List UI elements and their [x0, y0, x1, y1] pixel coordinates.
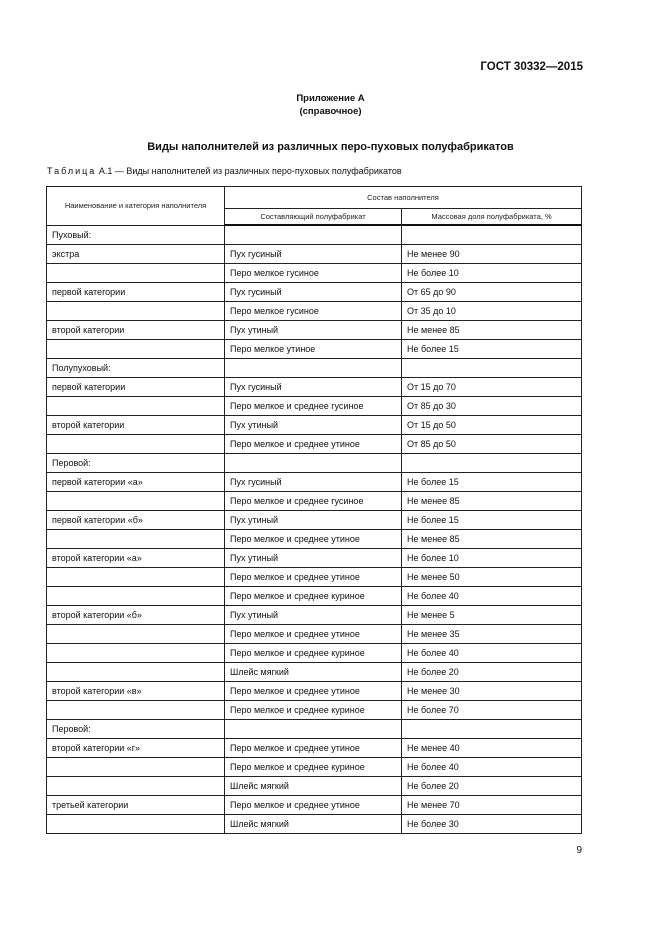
table-row [47, 720, 582, 739]
table-row [47, 225, 582, 245]
cell-mass-fraction: Не более 30 [402, 815, 582, 834]
cell-mass-fraction: Не более 40 [402, 587, 582, 606]
table-row [47, 454, 582, 473]
cell-component: Перо мелкое гусиное [225, 264, 402, 283]
cell-component: Перо мелкое и среднее куриное [225, 758, 402, 777]
table-row [47, 644, 582, 663]
appendix-heading [0, 92, 661, 118]
cell-category [47, 492, 225, 511]
col-header-group: Состав наполнителя [225, 187, 582, 209]
cell-component: Пух гусиный [225, 283, 402, 302]
cell-mass-fraction: Не менее 35 [402, 625, 582, 644]
table-row [47, 777, 582, 796]
cell-category [47, 397, 225, 416]
page-number: 9 [576, 845, 582, 856]
cell-category: второй категории [47, 321, 225, 340]
table-row [47, 758, 582, 777]
table-row [47, 625, 582, 644]
table-body [47, 225, 582, 834]
cell-component: Перо мелкое и среднее утиное [225, 568, 402, 587]
table-row [47, 682, 582, 701]
table-row [47, 511, 582, 530]
cell-component: Пух утиный [225, 549, 402, 568]
table-number: А.1 [98, 166, 113, 176]
cell-category: второй категории [47, 416, 225, 435]
cell-component: Шлейс мягкий [225, 815, 402, 834]
cell-mass-fraction: Не менее 40 [402, 739, 582, 758]
cell-category [47, 435, 225, 454]
cell-mass-fraction: От 85 до 50 [402, 435, 582, 454]
cell-category [47, 587, 225, 606]
cell-category [47, 264, 225, 283]
cell-component: Перо мелкое и среднее утиное [225, 682, 402, 701]
cell-category: Перовой: [47, 454, 225, 473]
cell-category: первой категории [47, 378, 225, 397]
cell-component: Пух утиный [225, 606, 402, 625]
document-code: ГОСТ 30332—2015 [480, 61, 583, 73]
cell-component: Перо мелкое и среднее куриное [225, 587, 402, 606]
table-row [47, 606, 582, 625]
col-header-mass-fraction: Массовая доля полуфабриката, % [402, 209, 582, 226]
cell-mass-fraction: Не менее 30 [402, 682, 582, 701]
cell-mass-fraction: Не более 40 [402, 758, 582, 777]
cell-category: Полупуховый: [47, 359, 225, 378]
table-row [47, 435, 582, 454]
cell-mass-fraction [402, 359, 582, 378]
cell-category: третьей категории [47, 796, 225, 815]
table-row [47, 283, 582, 302]
cell-category [47, 815, 225, 834]
cell-component [225, 720, 402, 739]
col-header-component: Составляющий полуфабрикат [225, 209, 402, 226]
cell-component: Пух гусиный [225, 245, 402, 264]
table-row [47, 264, 582, 283]
table-row [47, 321, 582, 340]
cell-mass-fraction: Не более 20 [402, 777, 582, 796]
table-row [47, 663, 582, 682]
appendix-title: Приложение А [296, 93, 365, 104]
cell-mass-fraction: От 15 до 70 [402, 378, 582, 397]
cell-component: Пух утиный [225, 321, 402, 340]
cell-component: Перо мелкое и среднее утиное [225, 625, 402, 644]
cell-mass-fraction: Не более 70 [402, 701, 582, 720]
cell-mass-fraction [402, 454, 582, 473]
cell-category: Перовой: [47, 720, 225, 739]
table-row [47, 473, 582, 492]
cell-component: Перо мелкое и среднее утиное [225, 435, 402, 454]
filler-types-table [46, 186, 582, 834]
cell-component: Перо мелкое и среднее гусиное [225, 492, 402, 511]
cell-category [47, 625, 225, 644]
table-row [47, 416, 582, 435]
cell-component: Перо мелкое утиное [225, 340, 402, 359]
cell-category [47, 340, 225, 359]
cell-component: Перо мелкое и среднее утиное [225, 796, 402, 815]
table-caption-text: — Виды наполнителей из различных перо-пуховых полуфабрикатов [114, 166, 402, 176]
cell-category: второй категории «б» [47, 606, 225, 625]
table-row [47, 815, 582, 834]
page-title: Виды наполнителей из различных перо-пуховых полуфабрикатов [147, 141, 514, 153]
table-row [47, 302, 582, 321]
cell-mass-fraction: Не более 15 [402, 340, 582, 359]
cell-category: Пуховый: [47, 225, 225, 245]
cell-component: Пух гусиный [225, 378, 402, 397]
cell-component [225, 225, 402, 245]
cell-mass-fraction: Не более 20 [402, 663, 582, 682]
cell-mass-fraction: От 35 до 10 [402, 302, 582, 321]
cell-mass-fraction: Не менее 90 [402, 245, 582, 264]
cell-category [47, 777, 225, 796]
cell-category [47, 568, 225, 587]
appendix-subtitle: (справочное) [299, 106, 362, 117]
cell-category [47, 758, 225, 777]
cell-mass-fraction: Не менее 50 [402, 568, 582, 587]
table-row [47, 397, 582, 416]
cell-mass-fraction: Не менее 85 [402, 530, 582, 549]
table-row [47, 359, 582, 378]
table-row [47, 568, 582, 587]
cell-component: Перо мелкое и среднее куриное [225, 644, 402, 663]
cell-mass-fraction: Не более 10 [402, 549, 582, 568]
table-row [47, 796, 582, 815]
cell-mass-fraction: Не более 15 [402, 511, 582, 530]
table-row [47, 378, 582, 397]
cell-component: Перо мелкое гусиное [225, 302, 402, 321]
cell-mass-fraction [402, 720, 582, 739]
cell-mass-fraction: Не менее 85 [402, 321, 582, 340]
cell-category: второй категории «в» [47, 682, 225, 701]
col-header-name: Наименование и категория наполнителя [47, 187, 225, 226]
cell-category: первой категории [47, 283, 225, 302]
cell-category: первой категории «б» [47, 511, 225, 530]
cell-category: экстра [47, 245, 225, 264]
cell-component: Перо мелкое и среднее куриное [225, 701, 402, 720]
table-row [47, 701, 582, 720]
table-row [47, 549, 582, 568]
cell-mass-fraction: Не более 15 [402, 473, 582, 492]
cell-mass-fraction [402, 225, 582, 245]
cell-category: второй категории «г» [47, 739, 225, 758]
cell-category [47, 302, 225, 321]
cell-mass-fraction: Не более 40 [402, 644, 582, 663]
cell-component: Пух утиный [225, 511, 402, 530]
table-row [47, 587, 582, 606]
cell-mass-fraction: Не менее 70 [402, 796, 582, 815]
cell-mass-fraction: От 85 до 30 [402, 397, 582, 416]
cell-component [225, 359, 402, 378]
cell-mass-fraction: От 15 до 50 [402, 416, 582, 435]
cell-mass-fraction: Не менее 85 [402, 492, 582, 511]
table-row [47, 530, 582, 549]
cell-mass-fraction: Не менее 5 [402, 606, 582, 625]
cell-category [47, 663, 225, 682]
table-row [47, 340, 582, 359]
cell-component: Перо мелкое и среднее гусиное [225, 397, 402, 416]
cell-mass-fraction: От 65 до 90 [402, 283, 582, 302]
cell-component: Перо мелкое и среднее утиное [225, 739, 402, 758]
table-row [47, 245, 582, 264]
table-row [47, 492, 582, 511]
cell-mass-fraction: Не более 10 [402, 264, 582, 283]
table-label: Таблица [47, 166, 97, 176]
cell-component: Пух утиный [225, 416, 402, 435]
cell-component: Шлейс мягкий [225, 777, 402, 796]
cell-category: первой категории «а» [47, 473, 225, 492]
cell-category [47, 701, 225, 720]
cell-category [47, 644, 225, 663]
table-caption [47, 166, 402, 176]
cell-category: второй категории «а» [47, 549, 225, 568]
cell-component [225, 454, 402, 473]
table-row [47, 739, 582, 758]
cell-category [47, 530, 225, 549]
cell-component: Пух гусиный [225, 473, 402, 492]
cell-component: Перо мелкое и среднее утиное [225, 530, 402, 549]
cell-component: Шлейс мягкий [225, 663, 402, 682]
